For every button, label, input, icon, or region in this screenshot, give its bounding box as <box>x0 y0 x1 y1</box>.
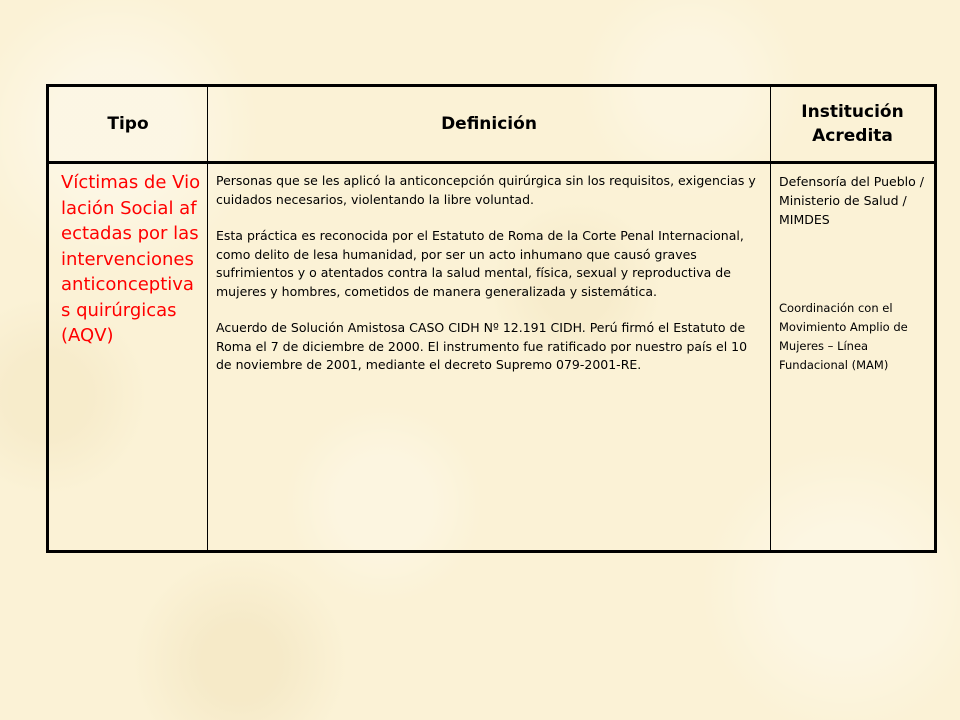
table-row <box>48 163 936 552</box>
header-tipo: Tipo <box>48 86 208 163</box>
table-header-row <box>48 86 936 163</box>
definicion-paragraph-1: Personas que se les aplicó la anticoncepción quirúrgica sin los requisitos, exigencias y cuidados necesarios, violentando la libre voluntad. <box>216 173 756 207</box>
institucion-spacer <box>779 229 928 299</box>
header-definicion: Definición <box>208 86 771 163</box>
definicion-paragraph-3: Acuerdo de Solución Amistosa CASO CIDH Nº 12.191 CIDH. Perú firmó el Estatuto de Roma el 7 de diciembre de 2000. El instrumento fue ratificado por nuestro país el 10 de noviembre de 2001, mediante el decreto Supremo 079-2001-RE. <box>216 320 748 372</box>
definicion-cell <box>208 163 771 552</box>
definitions-table <box>46 84 937 553</box>
institucion-text-1: Defensoría del Pueblo / Ministerio de Salud / MIMDES <box>779 174 924 227</box>
header-institucion <box>771 86 936 163</box>
institucion-cell <box>771 163 936 552</box>
header-institucion-line1: Institución <box>801 102 904 122</box>
tipo-cell: Víctimas de Violación Social afectadas por las intervenciones anticonceptivas quirúrgicas (AQV) <box>48 163 208 552</box>
institucion-text-2b: Mujeres – Línea Fundacional (MAM) <box>779 339 889 372</box>
definicion-paragraph-2: Esta práctica es reconocida por el Estatuto de Roma de la Corte Penal Internacional, como delito de lesa humanidad, por ser un acto inhumano que causó graves sufrimientos y o atentados contra la salud mental, física, sexual y reproductiva de mujeres y hombres, cometidos de manera generalizada y sistemática. <box>216 228 744 299</box>
header-institucion-line2: Acredita <box>812 126 893 146</box>
institucion-text-2a: Coordinación con el Movimiento Amplio de <box>779 301 908 334</box>
